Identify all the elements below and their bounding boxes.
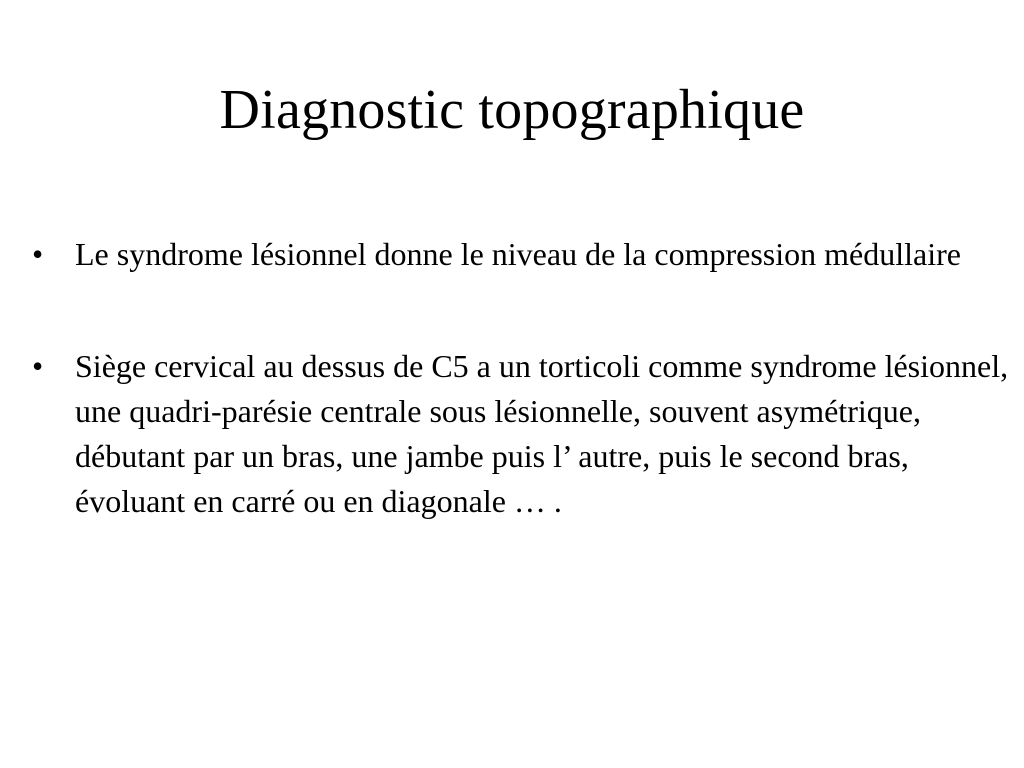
bullet-icon: • <box>32 236 44 272</box>
bullet-text: Le syndrome lésionnel donne le niveau de la compression médullaire <box>75 236 961 272</box>
bullet-icon: • <box>32 348 44 384</box>
bullet-item-syndrome-lesionnel <box>28 232 1013 277</box>
bullet-item-siege-cervical <box>28 344 1013 524</box>
bullet-list <box>28 232 1013 524</box>
slide-title: Diagnostic topographique <box>219 79 805 141</box>
bullet-text: Siège cervical au dessus de C5 a un torticoli comme syndrome lésionnel, une quadri-parésie centrale sous lésionnelle, souvent asymétrique, débutant par un bras, une jambe puis l’ autre, puis le second bras, évoluant en carré ou en diagonale … . <box>75 348 1009 519</box>
